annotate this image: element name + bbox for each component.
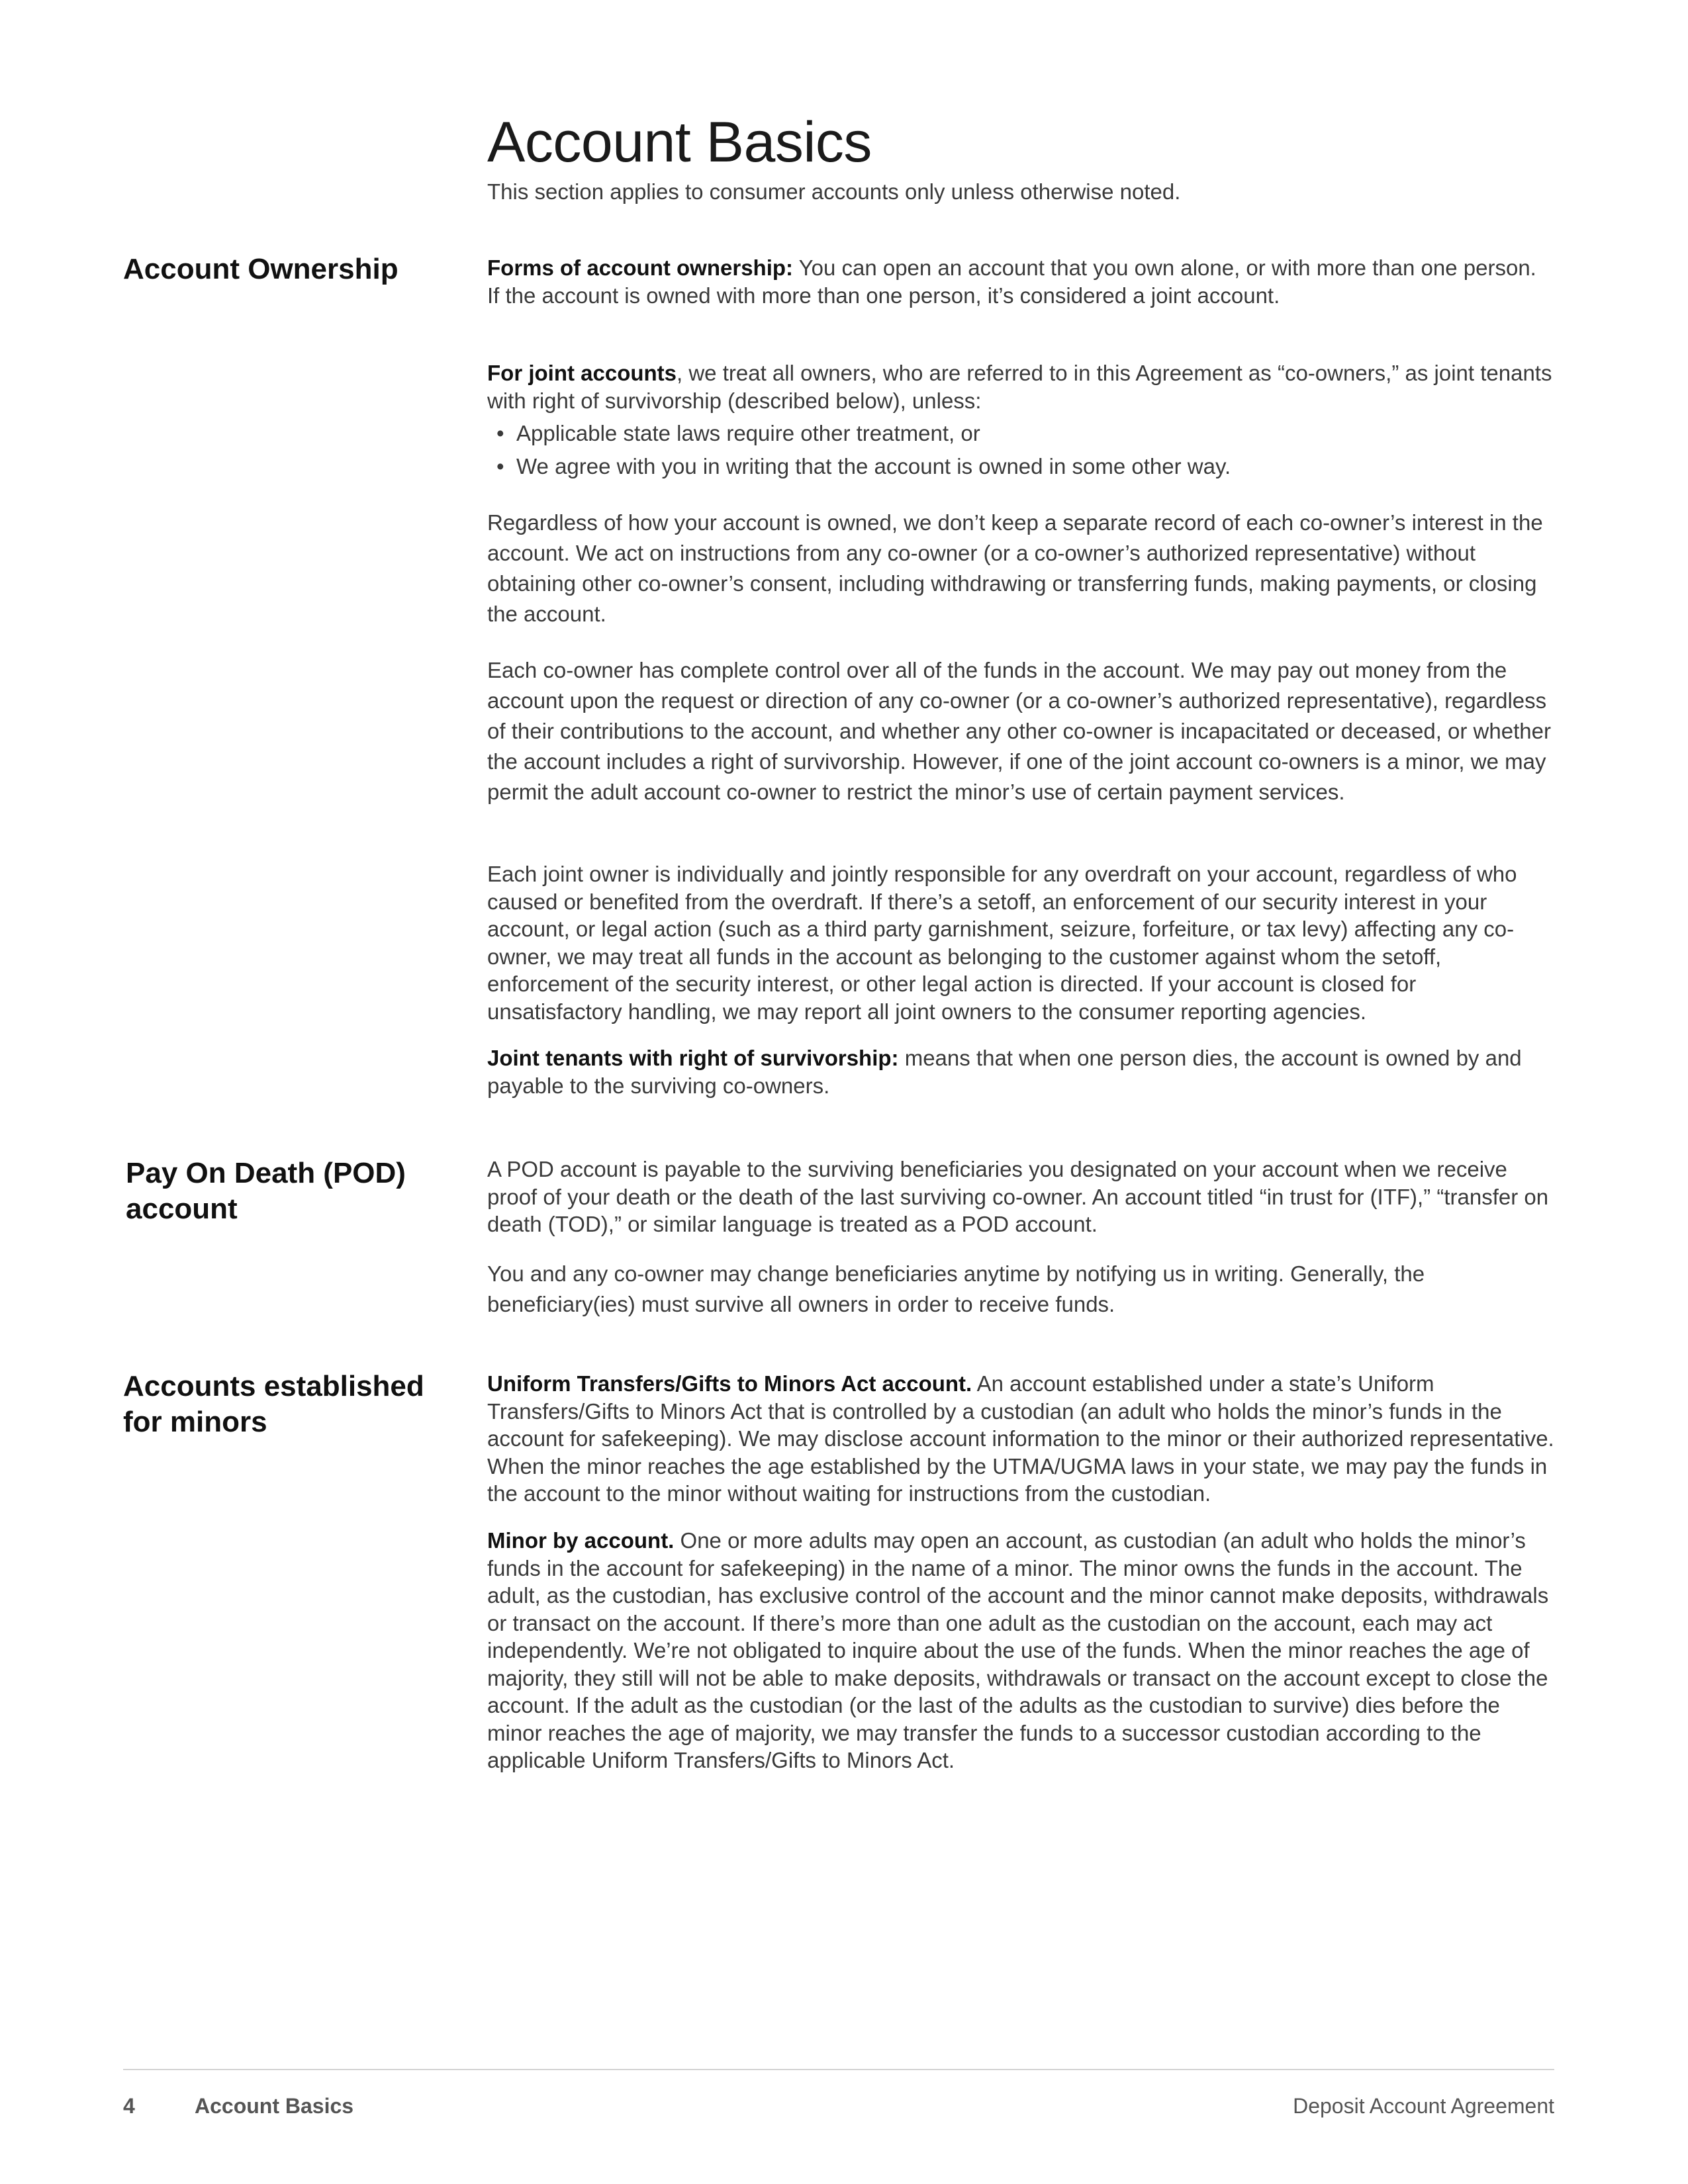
bold-lead: Forms of account ownership: [487, 255, 794, 280]
list-item-text: We agree with you in writing that the account is owned in some other way. [516, 454, 1231, 478]
paragraph-separate-record: Regardless of how your account is owned, we don’t keep a separate record of each co-owner’s interest in the account. We act on instructions from any co-owner (or a co-owner’s authorized representative) without obtaining other co-owner’s consent, including withdrawing or transferring funds, making payments, or closing the account. [487, 510, 1543, 626]
paragraph-text: An account established under a state’s Uniform Transfers/Gifts to Minors Act that is controlled by a custodian (an adult who holds the minor’s funds in the account for safekeeping). We may disclose account information to the minor or their authorized representative. When the minor reaches the age established by the UTMA/UGMA laws in your state, we may pay the funds in the account to the minor without waiting for instructions from the custodian. [487, 1371, 1554, 1506]
page-title: Account Basics [487, 111, 872, 174]
list-item [487, 417, 1554, 450]
paragraph-pod-beneficiaries: You and any co-owner may change beneficiaries anytime by notifying us in writing. Generally, the beneficiary(ies) must survive all owners in order to receive funds. [487, 1261, 1425, 1316]
paragraph-complete-control: Each co-owner has complete control over all of the funds in the account. We may pay out money from the account upon the request or direction of any co-owner (or a co-owner’s authorized representative), regardless of their contributions to the account, and whether any other co-owner is incapacitated or deceased, or whether the account includes a right of survivorship. However, if one of the joint account co-owners is a minor, we may permit the adult account co-owner to restrict the minor’s use of certain payment services. [487, 658, 1551, 804]
paragraph-minor-by-account [487, 1527, 1554, 1774]
section-heading-pod-account [126, 1156, 437, 1227]
list-item [487, 450, 1554, 483]
page-subtitle: This section applies to consumer accounts only unless otherwise noted. [487, 179, 1181, 204]
paragraph-text: , we treat all owners, who are referred to in this Agreement as “co-owners,” as joint tenants with right of survivorship (described below), unless: [487, 361, 1552, 413]
bold-lead: For joint accounts [487, 361, 677, 385]
bold-lead: Minor by account. [487, 1528, 675, 1553]
paragraph-utma [487, 1370, 1554, 1508]
bullet-icon: • [496, 421, 504, 445]
paragraph-pod-definition: A POD account is payable to the surviving beneficiaries you designated on your account when we receive proof of your death or the death of the last surviving co-owner. An account titled “in trust for (ITF),” “transfer on death (TOD),” or similar language is treated as a POD account. [487, 1157, 1549, 1236]
paragraph-joint-tenants [487, 1044, 1554, 1099]
bold-lead: Joint tenants with right of survivorship: [487, 1046, 899, 1070]
bullet-list-joint-exceptions [487, 417, 1554, 483]
bold-lead: Uniform Transfers/Gifts to Minors Act account. [487, 1371, 972, 1396]
heading-line: for minors [123, 1406, 267, 1438]
footer-section-name: Account Basics [195, 2094, 354, 2118]
section-heading-minors [123, 1369, 434, 1440]
paragraph-joint-responsibility: Each joint owner is individually and jointly responsible for any overdraft on your account, regardless of who caused or benefited from the overdraft. If there’s a setoff, an enforcement of our security interest in your account, or legal action (such as a third party garnishment, seizure, forfeiture, or tax levy) affecting any co-owner, we may treat all funds in the account as belonging to the customer against whom the setoff, enforcement of the security interest, or other legal action is directed. If your account is closed for unsatisfactory handling, we may report all joint owners to the consumer reporting agencies. [487, 862, 1517, 1024]
heading-line: Accounts established [123, 1370, 424, 1402]
bullet-icon: • [496, 454, 504, 478]
heading-line: account [126, 1193, 238, 1225]
paragraph-text: One or more adults may open an account, as custodian (an adult who holds the minor’s funds in the account for safekeeping) in the name of a minor. The minor owns the funds in the account. The adult, as the custodian, has exclusive control of the account and the minor cannot make deposits, withdrawals or transact on the account. If there’s more than one adult as the custodian on the account, each may act independently. We’re not obligated to inquire about the use of the funds. When the minor reaches the age of majority, they still will not be able to make deposits, withdrawals or transact on the account except to close the account. If the adult as the custodian (or the last of the adults as the custodian to survive) dies before the minor reaches the age of majority, we may transfer the funds to a successor custodian according to the applicable Uniform Transfers/Gifts to Minors Act. [487, 1528, 1549, 1772]
paragraph-forms-of-ownership [487, 254, 1554, 309]
footer-divider [123, 2069, 1554, 2070]
section-heading-account-ownership: Account Ownership [123, 253, 399, 285]
paragraph-text: You can open an account that you own alone, or with more than one person. If the account is owned with more than one person, it’s considered a joint account. [487, 255, 1536, 308]
footer-document-name: Deposit Account Agreement [1293, 2094, 1554, 2118]
paragraph-text: means that when one person dies, the account is owned by and payable to the surviving co-owners. [487, 1046, 1522, 1098]
footer-page-number: 4 [123, 2094, 135, 2118]
paragraph-joint-accounts [487, 359, 1554, 414]
heading-line: Pay On Death (POD) [126, 1157, 406, 1189]
list-item-text: Applicable state laws require other treatment, or [516, 421, 980, 445]
